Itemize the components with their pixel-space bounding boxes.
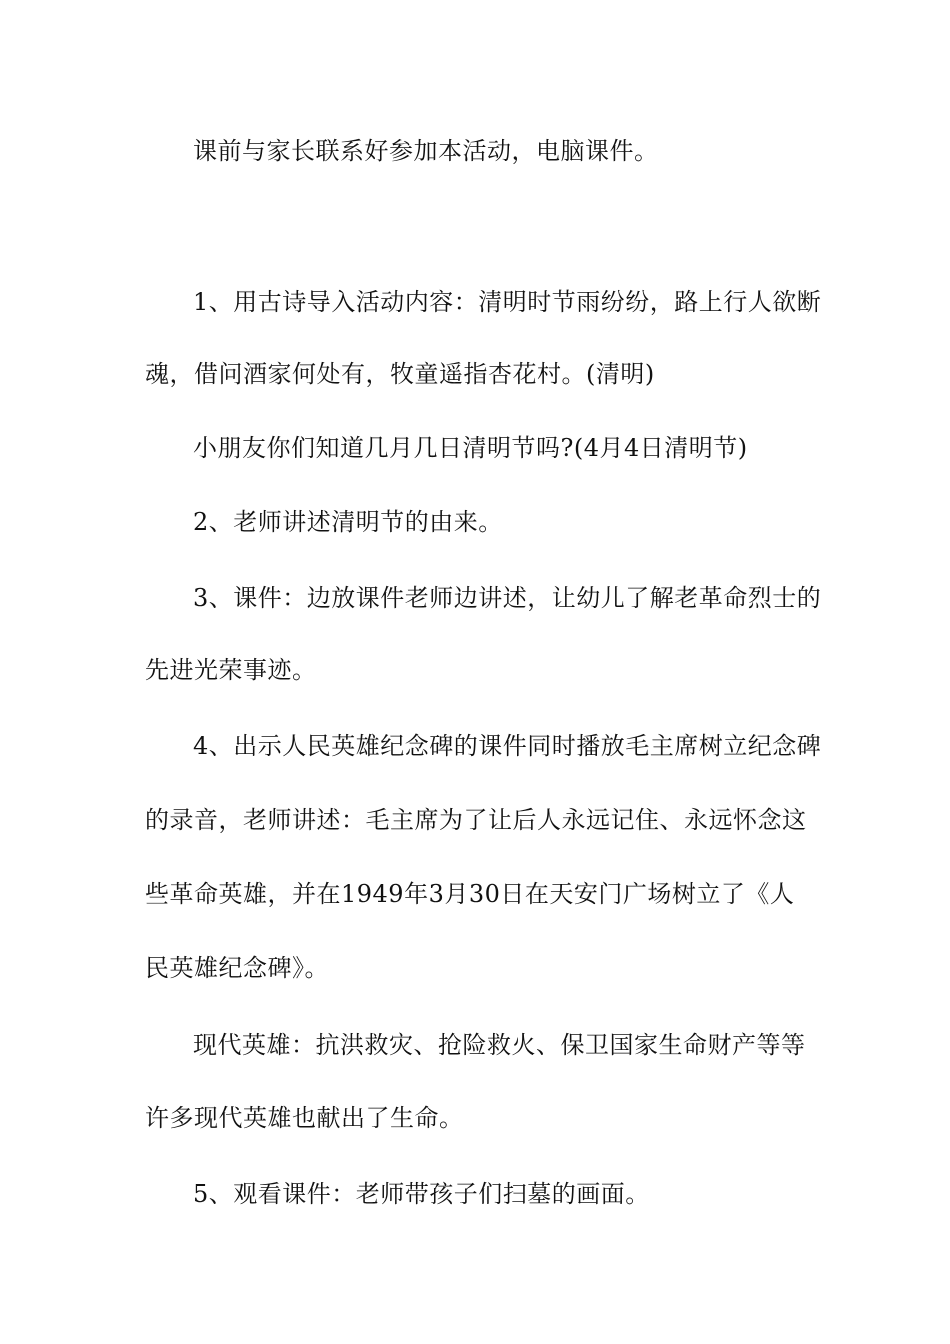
paragraph-step-4-line-1: 4、出示人民英雄纪念碑的课件同时播放毛主席树立纪念碑 xyxy=(193,732,822,760)
paragraph-step-1-line-2: 魂，借问酒家何处有，牧童遥指杏花村。(清明) xyxy=(145,360,655,388)
paragraph-step-4-line-4: 民英雄纪念碑》。 xyxy=(145,954,329,982)
paragraph-question: 小朋友你们知道几月几日清明节吗?(4月4日清明节) xyxy=(193,434,748,462)
paragraph-modern-heroes-line-1: 现代英雄：抗洪救灾、抢险救火、保卫国家生命财产等等 xyxy=(193,1031,806,1059)
paragraph-step-3-line-1: 3、课件：边放课件老师边讲述，让幼儿了解老革命烈士的 xyxy=(193,584,822,612)
paragraph-step-4-line-3: 些革命英雄，并在1949年3月30日在天安门广场树立了《人 xyxy=(145,880,795,908)
paragraph-preparation: 课前与家长联系好参加本活动，电脑课件。 xyxy=(193,137,659,165)
paragraph-step-3-line-2: 先进光荣事迹。 xyxy=(145,656,317,684)
paragraph-step-5: 5、观看课件：老师带孩子们扫墓的画面。 xyxy=(193,1180,650,1208)
paragraph-modern-heroes-line-2: 许多现代英雄也献出了生命。 xyxy=(145,1104,464,1132)
paragraph-step-1-line-1: 1、用古诗导入活动内容：清明时节雨纷纷，路上行人欲断 xyxy=(193,288,822,316)
paragraph-step-4-line-2: 的录音，老师讲述：毛主席为了让后人永远记住、永远怀念这 xyxy=(145,806,807,834)
paragraph-step-2: 2、老师讲述清明节的由来。 xyxy=(193,508,503,536)
